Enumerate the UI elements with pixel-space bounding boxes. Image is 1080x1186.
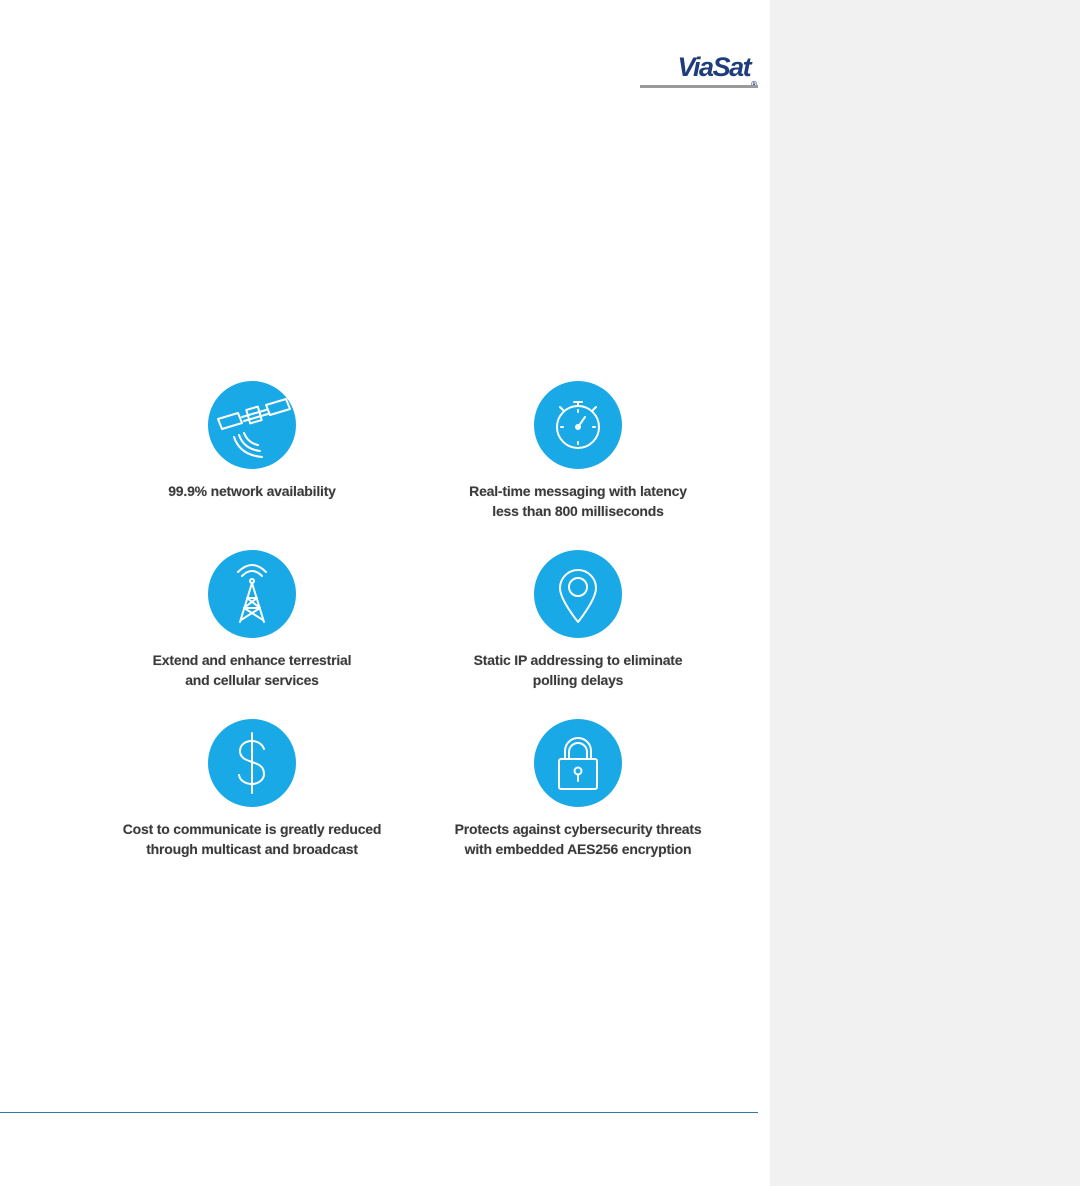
- feature-cost-reduced: [102, 719, 402, 859]
- comment-sidebar: [770, 0, 1080, 1186]
- footer-divider: [0, 1112, 758, 1113]
- feature-caption: 99.9% network availability: [168, 483, 336, 499]
- logo-underline: [640, 85, 758, 88]
- feature-cybersecurity: [428, 719, 728, 859]
- feature-static-ip: [428, 550, 728, 690]
- cell-tower-icon: [208, 550, 296, 638]
- feature-caption: Extend and enhance terrestrial and cellular services: [152, 652, 352, 688]
- feature-real-time-messaging: [428, 381, 728, 521]
- satellite-icon: [208, 381, 296, 469]
- feature-terrestrial-cellular: [102, 550, 402, 690]
- logo-wordmark: ViaSat: [677, 52, 751, 82]
- stopwatch-icon: [534, 381, 622, 469]
- location-pin-icon: [534, 550, 622, 638]
- viasat-logo: [640, 52, 758, 88]
- dollar-sign-icon: [208, 719, 296, 807]
- feature-caption: Cost to communicate is greatly reduced through multicast and broadcast: [122, 821, 382, 857]
- feature-caption: Static IP addressing to eliminate polling delays: [473, 652, 683, 688]
- feature-network-availability: [102, 381, 402, 501]
- padlock-icon: [534, 719, 622, 807]
- feature-caption: Real-time messaging with latency less than 800 milliseconds: [469, 483, 687, 519]
- feature-caption: Protects against cybersecurity threats with embedded AES256 encryption: [454, 821, 702, 857]
